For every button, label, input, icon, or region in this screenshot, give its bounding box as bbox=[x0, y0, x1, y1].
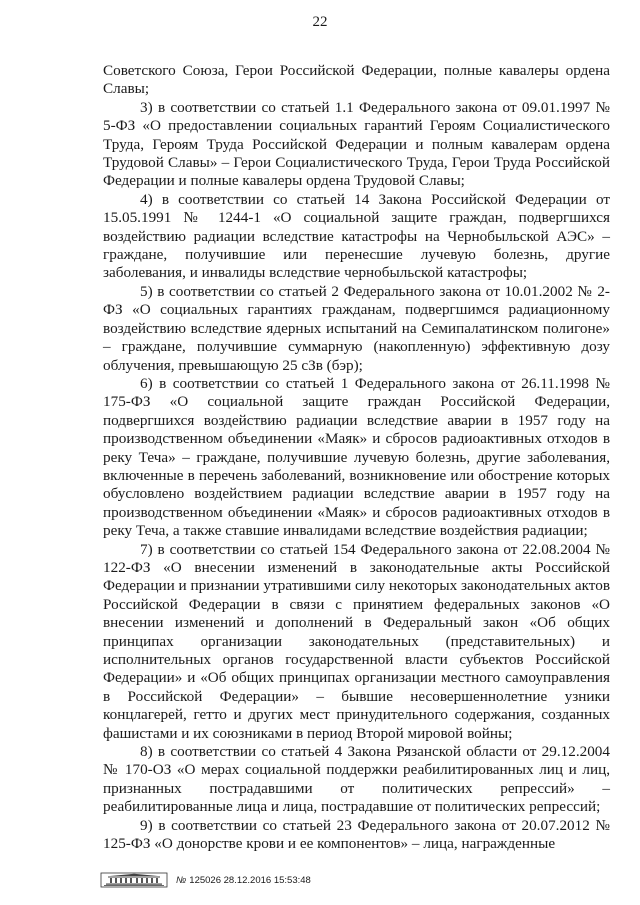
page-number: 22 bbox=[312, 14, 328, 30]
document-body bbox=[103, 62, 610, 853]
paragraph-item-5: 5) в соответствии со статьей 2 Федерального закона от 10.01.2002 № 2-ФЗ «О социальных гарантиях гражданам, подвергшимся радиационному воздействию вследствие ядерных испытаний на Семипалатинском полигоне» – граждане, получившие суммарную (накопленную) эффективную дозу облучения, превышающую 25 сЗв (бэр); bbox=[103, 282, 610, 374]
document-footer bbox=[100, 872, 311, 888]
doc-timestamp: 125026 28.12.2016 15:53:48 bbox=[189, 874, 311, 886]
paragraph-item-9: 9) в соответствии со статьей 23 Федерального закона от 20.07.2012 № 125-ФЗ «О донорстве крови и ее компонентов» – лица, награжденные bbox=[103, 816, 610, 853]
paragraph-item-8: 8) в соответствии со статьей 4 Закона Рязанской области от 29.12.2004 № 170-ОЗ «О мерах социальной поддержки реабилитированных лиц и лиц, признанных пострадавшими от политических репрессий» – реабилитированные лица и лица, пострадавшие от политических репрессий; bbox=[103, 743, 610, 816]
paragraph-item-3: 3) в соответствии со статьей 1.1 Федерального закона от 09.01.1997 № 5-ФЗ «О предоставлении социальных гарантий Героям Социалистического Труда, Героям Труда Российской Федерации и полным кавалерам ордена Трудовой Славы» – Герои Социалистического Труда, Герои Труда Российской Федерации и полные кавалеры ордена Трудовой Славы; bbox=[103, 98, 610, 190]
paragraph-continuation: Советского Союза, Герои Российской Федерации, полные кавалеры ордена Славы; bbox=[103, 62, 610, 98]
document-info bbox=[176, 875, 311, 886]
paragraph-item-4: 4) в соответствии со статьей 14 Закона Российской Федерации от 15.05.1991 № 1244-1 «О социальной защите граждан, подвергшихся воздействию радиации вследствие катастрофы на Чернобыльской АЭС» – граждане, получившие или перенесшие лучевую болезнь, другие заболевания, и инвалиды вследствие чернобыльской катастрофы; bbox=[103, 190, 610, 282]
paragraph-item-6: 6) в соответствии со статьей 1 Федерального закона от 26.11.1998 № 175-ФЗ «О социальной защите граждан Российской Федерации, подвергшихся воздействию радиации вследствие аварии в 1957 году на производственном объединении «Маяк» и сбросов радиоактивных отходов в реку Теча» – граждане, получившие лучевую болезнь, другие заболевания, включенные в перечень заболеваний, возникновение или обострение которых обусловлено воздействием радиации вследствие аварии в 1957 году на производственном объединении «Маяк» и сбросов радиоактивных отходов в реку Теча, а также ставшие инвалидами вследствие воздействия радиации; bbox=[103, 374, 610, 540]
government-building-icon bbox=[100, 872, 168, 888]
doc-number-symbol: № bbox=[176, 874, 187, 886]
paragraph-item-7: 7) в соответствии со статьей 154 Федерального закона от 22.08.2004 № 122-ФЗ «О внесении изменений в законодательные акты Российской Федерации и признании утратившими силу некоторых законодательных актов Российской Федерации в связи с принятием федеральных законов «О внесении изменений и дополнений в Федеральный закон «Об общих принципах организации законодательных (представительных) и исполнительных органов государственной власти субъектов Российской Федерации» и «Об общих принципах организации местного самоуправления в Российской Федерации» – бывшие несовершеннолетние узники концлагерей, гетто и других мест принудительного содержания, созданных фашистами и их союзниками в период Второй мировой войны; bbox=[103, 540, 610, 742]
